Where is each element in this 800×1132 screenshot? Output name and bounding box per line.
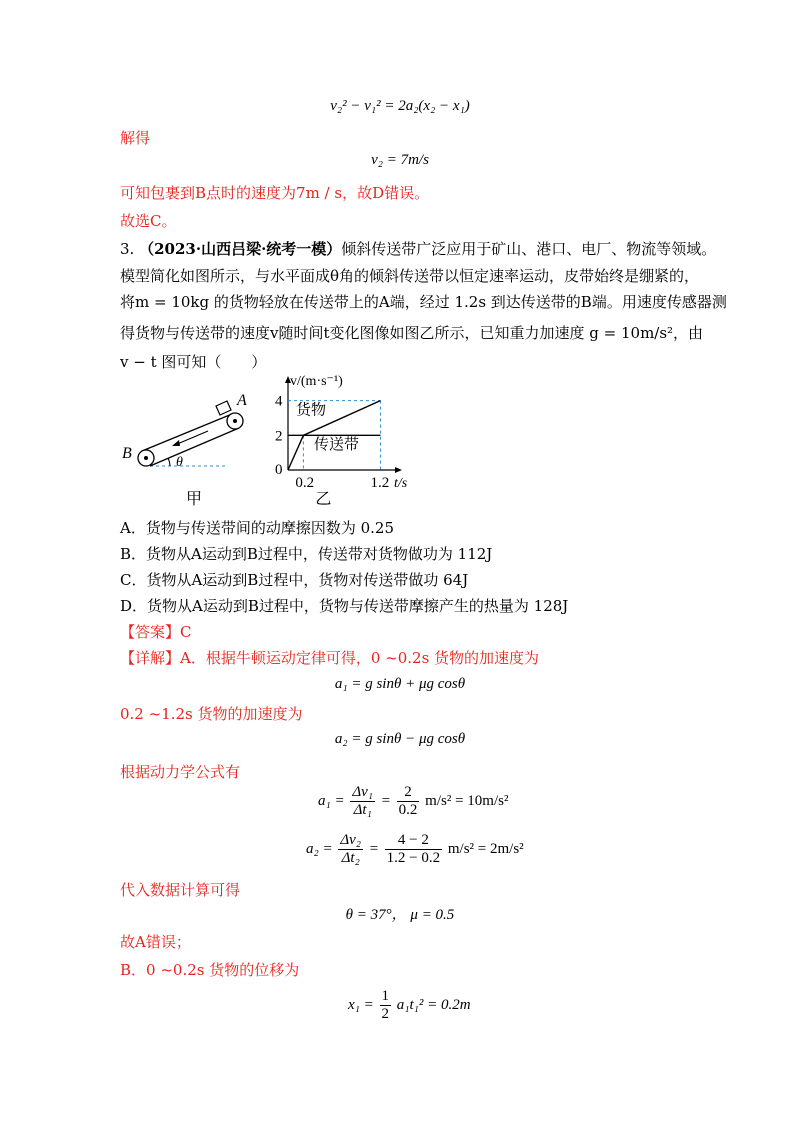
direction-arrow-head	[172, 440, 180, 446]
question-number: 3.	[120, 240, 135, 258]
label-jiede: 解得	[120, 129, 151, 147]
label-theta: θ	[176, 455, 183, 470]
top-pulley-axle	[233, 419, 237, 423]
ytick-2: 2	[275, 428, 283, 445]
x-axis-arrow	[395, 467, 402, 473]
question-source: （2023·山西吕梁·统考一模）	[139, 240, 342, 258]
equation-a1: a₁ = g sinθ + μg cosθ	[334, 676, 466, 692]
conclusion-line: 可知包裹到B点时的速度为7m / s，故D错误。	[120, 184, 430, 202]
dynamics-line: 根据动力学公式有	[120, 763, 241, 781]
question-line-1	[120, 239, 716, 259]
equation-velocity-displacement: v₂² − v₁² = 2a₂(x₂ − x₁)	[330, 98, 470, 114]
xtick-0.2: 0.2	[295, 475, 315, 491]
choose-line: 故选C。	[120, 212, 177, 230]
question-line-4: 得货物与传送带的速度v随时间t变化图像如图乙所示，已知重力加速度 g = 10m/s²，由	[120, 324, 704, 342]
a2-lhs: a₂ =	[306, 840, 333, 857]
a2-den2: 1.2 − 0.2	[386, 850, 441, 866]
x1-den: 2	[381, 1006, 389, 1022]
option-b: B．货物从A运动到B过程中，传送带对货物做功为 112J	[120, 545, 493, 563]
a1-den1: Δt₁	[353, 802, 372, 818]
accel2-line: 0.2 ~1.2s 货物的加速度为	[120, 705, 303, 723]
a1-rhs: m/s² = 10m/s²	[425, 792, 509, 809]
equation-a1-fraction: a₁ = $\frac{\text{Δv₁}}{\text{Δt₁}}$ = $\frac{2}{0.2}$ m/s² = 10m/s²	[318, 784, 509, 818]
bottom-pulley-axle	[144, 456, 148, 460]
a2-den1: Δt₂	[341, 850, 360, 866]
b-displacement-line: B．0 ~0.2s 货物的位移为	[120, 961, 300, 979]
a-wrong-line: 故A错误；	[120, 933, 191, 951]
question-line-5: v − t 图可知（ ）	[120, 353, 267, 371]
equation-a2-fraction: a₂ = $\frac{\text{Δv₂}}{\text{Δt₂}}$ = $\frac{4 - 2}{1.2 - 0.2}$ m/s² = 2m/s²	[306, 832, 524, 866]
x1-lhs: x₁ =	[348, 996, 374, 1013]
a2-rhs: m/s² = 2m/s²	[447, 840, 524, 857]
cargo-box	[216, 401, 231, 415]
option-c: C．货物从A运动到B过程中，货物对传送带做功 64J	[120, 571, 469, 589]
label-a: A	[237, 392, 247, 409]
angle-arc	[168, 458, 170, 466]
label-b: B	[122, 445, 132, 462]
question-line1-text: 倾斜传送带广泛应用于矿山、港口、电厂、物流等领域。	[341, 240, 717, 258]
answer-line: 【答案】C	[120, 623, 192, 641]
y-axis-label: v/(m·s⁻¹)	[290, 374, 343, 389]
belt-bottom	[150, 428, 239, 466]
caption-yi: 乙	[315, 491, 332, 508]
detail-line: 【详解】A．根据牛顿运动定律可得，0 ~0.2s 货物的加速度为	[120, 649, 540, 667]
a1-num2: 2	[397, 784, 420, 802]
equation-theta-mu: θ = 37°， μ = 0.5	[345, 907, 455, 923]
equation-v2: v₂ = 7m/s	[371, 152, 429, 168]
xtick-1.2: 1.2	[370, 475, 390, 491]
belt-top	[142, 414, 232, 451]
option-d: D．货物从A运动到B过程中，货物与传送带摩擦产生的热量为 128J	[120, 597, 569, 615]
equation-x1	[348, 988, 471, 1023]
a1-lhs: a₁ =	[318, 792, 345, 809]
ytick-0: 0	[275, 462, 283, 478]
x-axis-label: t/s	[394, 476, 408, 491]
series-label-belt: 传送带	[314, 437, 360, 454]
a1-num1: Δv₁	[352, 784, 374, 800]
x1-rhs: a₁t₁² = 0.2m	[396, 996, 471, 1013]
x1-num: 1	[381, 988, 389, 1004]
a1-den2: 0.2	[398, 802, 418, 818]
series-label-cargo: 货物	[296, 402, 327, 419]
question-line-2: 模型简化如图所示，与水平面成θ角的倾斜传送带以恒定速率运动，皮带始终是绷紧的，	[120, 267, 700, 285]
question-line-3: 将m = 10kg 的货物轻放在传送带上的A端，经过 1.2s 到达传送带的B端。用速度传感器测	[120, 293, 727, 311]
a2-num2: 4 − 2	[385, 832, 442, 850]
option-a: A．货物与传送带间的动摩擦因数为 0.25	[120, 519, 395, 537]
caption-jia: 甲	[186, 491, 203, 508]
ytick-4: 4	[275, 393, 283, 410]
equation-a2: a₂ = g sinθ − μg cosθ	[334, 731, 466, 747]
a2-num1: Δv₂	[340, 832, 362, 848]
figure-jia-conveyor	[120, 380, 270, 510]
substitute-line: 代入数据计算可得	[120, 881, 241, 899]
figure-yi-vt-chart	[272, 370, 412, 510]
